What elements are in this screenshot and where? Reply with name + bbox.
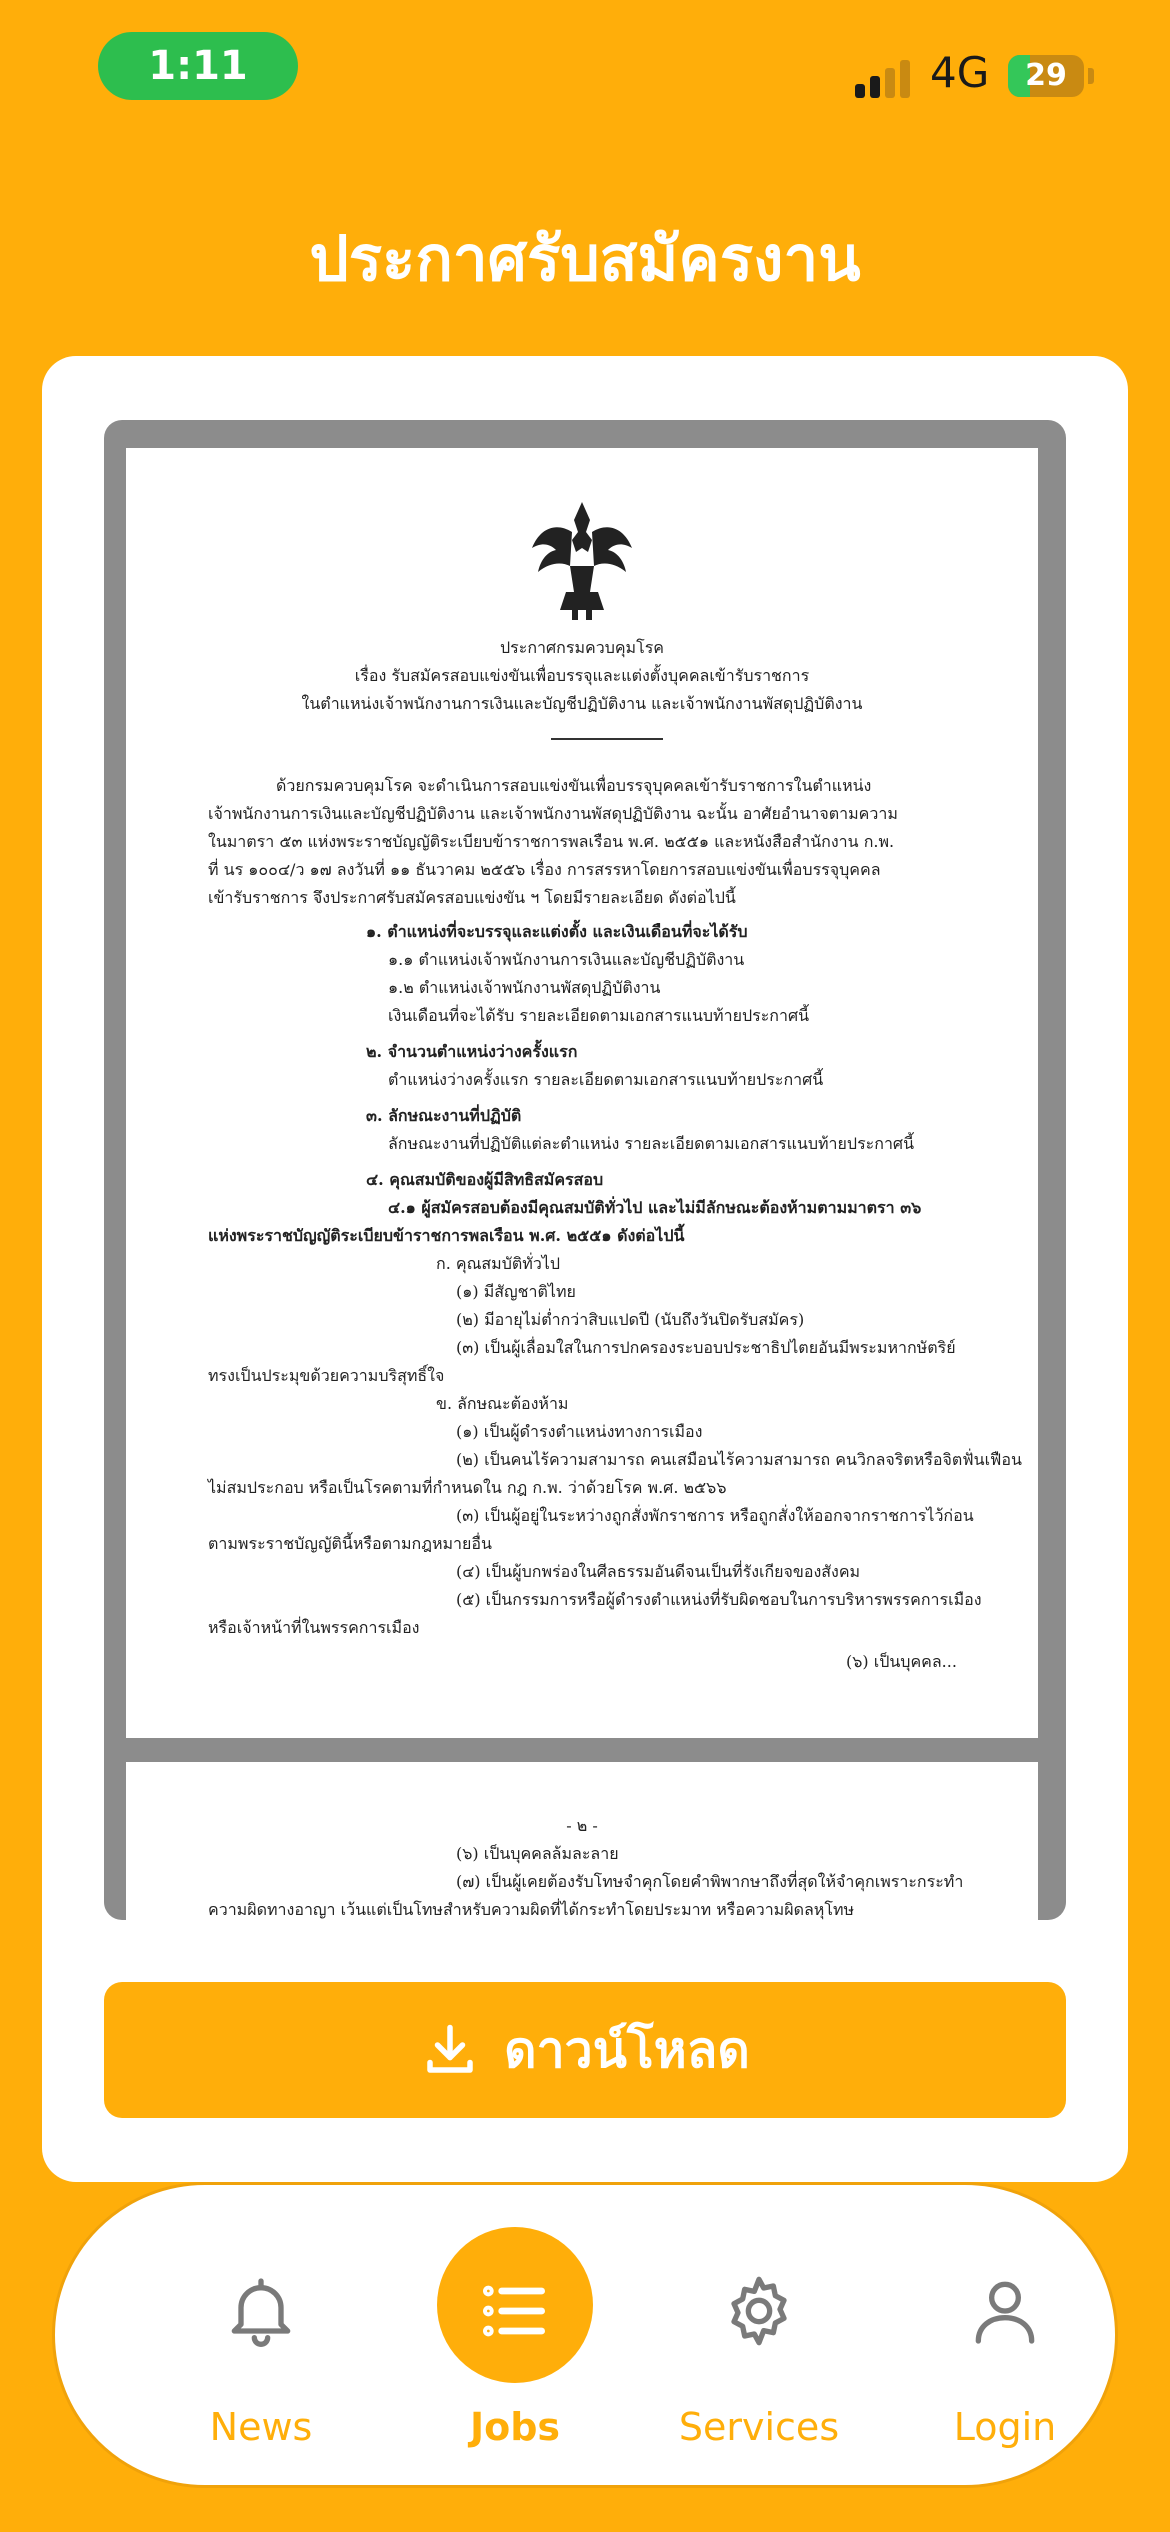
document-page-2 [126, 1762, 1038, 1920]
document-divider [551, 738, 663, 740]
document-line: ๑. ตำแหน่งที่จะบรรจุและแต่งตั้ง และเงินเดือนที่จะได้รับ [366, 922, 748, 941]
battery-level: 29 [1025, 58, 1067, 93]
document-line: ๑.๑ ตำแหน่งเจ้าพนักงานการเงินและบัญชีปฏิบัติงาน [388, 950, 745, 969]
document-line: ตำแหน่งว่างครั้งแรก รายละเอียดตามเอกสารแนบท้ายประกาศนี้ [388, 1070, 824, 1089]
document-line: เงินเดือนที่จะได้รับ รายละเอียดตามเอกสารแนบท้ายประกาศนี้ [388, 1006, 810, 1025]
status-time: 1:11 [98, 32, 298, 100]
tab-news-label: News [209, 2405, 313, 2449]
document-line: (๗) เป็นผู้เคยต้องรับโทษจำคุกโดยคำพิพากษาถึงที่สุดให้จำคุกเพราะกระทำ [456, 1872, 964, 1891]
tab-services[interactable] [639, 2185, 879, 2491]
document-line: ๑.๒ ตำแหน่งเจ้าพนักงานพัสดุปฏิบัติงาน [388, 978, 661, 997]
document-viewer[interactable] [104, 420, 1066, 1920]
document-line: (๖) เป็นบุคคล... [846, 1652, 957, 1671]
download-button[interactable] [104, 1982, 1066, 2118]
document-line: แห่งพระราชบัญญัติระเบียบข้าราชการพลเรือน พ.ศ. ๒๕๕๑ ดังต่อไปนี้ [208, 1226, 685, 1245]
document-line: ตามพระราชบัญญัตินี้หรือตามกฎหมายอื่น [208, 1534, 492, 1553]
tab-news[interactable] [141, 2185, 381, 2491]
document-page-1 [126, 448, 1038, 1738]
document-header-line: ในตำแหน่งเจ้าพนักงานการเงินและบัญชีปฏิบัติงาน และเจ้าพนักงานพัสดุปฏิบัติงาน [301, 694, 863, 713]
tab-jobs-label: Jobs [469, 2405, 561, 2449]
download-label: ดาวน์โหลด [504, 2020, 750, 2079]
document-line: (๔) เป็นผู้บกพร่องในศีลธรรมอันดีจนเป็นที่รังเกียจของสังคม [456, 1562, 861, 1581]
bell-icon [221, 2271, 301, 2351]
page-title: ประกาศรับสมัครงาน [309, 222, 861, 295]
document-line: ในมาตรา ๕๓ แห่งพระราชบัญญัติระเบียบข้าราชการพลเรือน พ.ศ. ๒๕๕๑ และหนังสือสำนักงาน ก.พ. [208, 832, 895, 851]
document-line: ๔.๑ ผู้สมัครสอบต้องมีคุณสมบัติทั่วไป และไม่มีลักษณะต้องห้ามตามมาตรา ๓๖ [388, 1198, 922, 1217]
user-icon [965, 2271, 1045, 2351]
document-line: (๑) มีสัญชาติไทย [456, 1282, 576, 1301]
document-line: (๓) เป็นผู้อยู่ในระหว่างถูกสั่งพักราชการ หรือถูกสั่งให้ออกจากราชการไว้ก่อน [456, 1506, 974, 1525]
battery-icon [1008, 55, 1084, 97]
document-header-line: เรื่อง รับสมัครสอบแข่งขันเพื่อบรรจุและแต่งตั้งบุคคลเข้ารับราชการ [354, 666, 810, 685]
document-line: ๔. คุณสมบัติของผู้มีสิทธิสมัครสอบ [366, 1170, 604, 1189]
document-line: ด้วยกรมควบคุมโรค จะดำเนินการสอบแข่งขันเพื่อบรรจุบุคคลเข้ารับราชการในตำแหน่ง [276, 776, 872, 795]
document-line: (๑) เป็นผู้ดำรงตำแหน่งทางการเมือง [456, 1422, 703, 1441]
document-line: ๓. ลักษณะงานที่ปฏิบัติ [366, 1106, 522, 1125]
download-icon [420, 2020, 480, 2080]
status-bar [0, 0, 1170, 140]
document-line: ก. คุณสมบัติทั่วไป [436, 1254, 560, 1273]
gear-icon [719, 2271, 799, 2351]
document-line: หรือเจ้าหน้าที่ในพรรคการเมือง [208, 1618, 420, 1637]
document-line: ไม่สมประกอบ หรือเป็นโรคตามที่กำหนดใน กฎ ก.พ. ว่าด้วยโรค พ.ศ. ๒๕๖๖ [208, 1478, 727, 1497]
tab-login-label: Login [953, 2405, 1057, 2449]
announcement-card [42, 356, 1128, 2182]
document-line: ๒. จำนวนตำแหน่งว่างครั้งแรก [366, 1042, 578, 1061]
document-line: ที่ นร ๑๐๐๔/ว ๑๗ ลงวันที่ ๑๑ ธันวาคม ๒๕๕๖ เรื่อง การสรรหาโดยการสอบแข่งขันเพื่อบรรจุบุคคล [208, 860, 881, 879]
document-line: เจ้าพนักงานการเงินและบัญชีปฏิบัติงาน และเจ้าพนักงานพัสดุปฏิบัติงาน ฉะนั้น อาศัยอำนาจตามความ [208, 804, 898, 823]
document-header-line: ประกาศกรมควบคุมโรค [500, 638, 664, 657]
document-line: (๒) มีอายุไม่ต่ำกว่าสิบแปดปี (นับถึงวันปิดรับสมัคร) [456, 1310, 805, 1329]
list-icon [475, 2271, 555, 2351]
document-line: ความผิดทางอาญา เว้นแต่เป็นโทษสำหรับความผิดที่ได้กระทำโดยประมาท หรือความผิดลหุโทษ [208, 1900, 855, 1919]
document-line: เข้ารับราชการ จึงประกาศรับสมัครสอบแข่งขัน ฯ โดยมีรายละเอียด ดังต่อไปนี้ [208, 888, 736, 907]
document-line: (๓) เป็นผู้เลื่อมใสในการปกครองระบอบประชาธิปไตยอันมีพระมหากษัตริย์ [456, 1338, 956, 1357]
cellular-signal-icon [855, 58, 915, 98]
bottom-tab-bar [52, 2182, 1118, 2488]
document-line: ทรงเป็นประมุขด้วยความบริสุทธิ์ใจ [208, 1366, 445, 1385]
tab-services-label: Services [678, 2405, 840, 2449]
document-line: ลักษณะงานที่ปฏิบัติแต่ละตำแหน่ง รายละเอียดตามเอกสารแนบท้ายประกาศนี้ [388, 1134, 915, 1153]
garuda-emblem-icon [526, 492, 638, 622]
tab-login[interactable] [885, 2185, 1125, 2491]
network-type: 4G [930, 48, 990, 97]
document-page-number: - ๒ - [566, 1816, 598, 1835]
document-line: (๒) เป็นคนไร้ความสามารถ คนเสมือนไร้ความสามารถ คนวิกลจริตหรือจิตฟั่นเฟือน [456, 1450, 1022, 1469]
document-line: (๖) เป็นบุคคลล้มละลาย [456, 1844, 619, 1863]
document-line: ข. ลักษณะต้องห้าม [436, 1394, 569, 1413]
tab-jobs[interactable] [395, 2185, 635, 2491]
document-line: (๕) เป็นกรรมการหรือผู้ดำรงตำแหน่งที่รับผิดชอบในการบริหารพรรคการเมือง [456, 1590, 982, 1609]
